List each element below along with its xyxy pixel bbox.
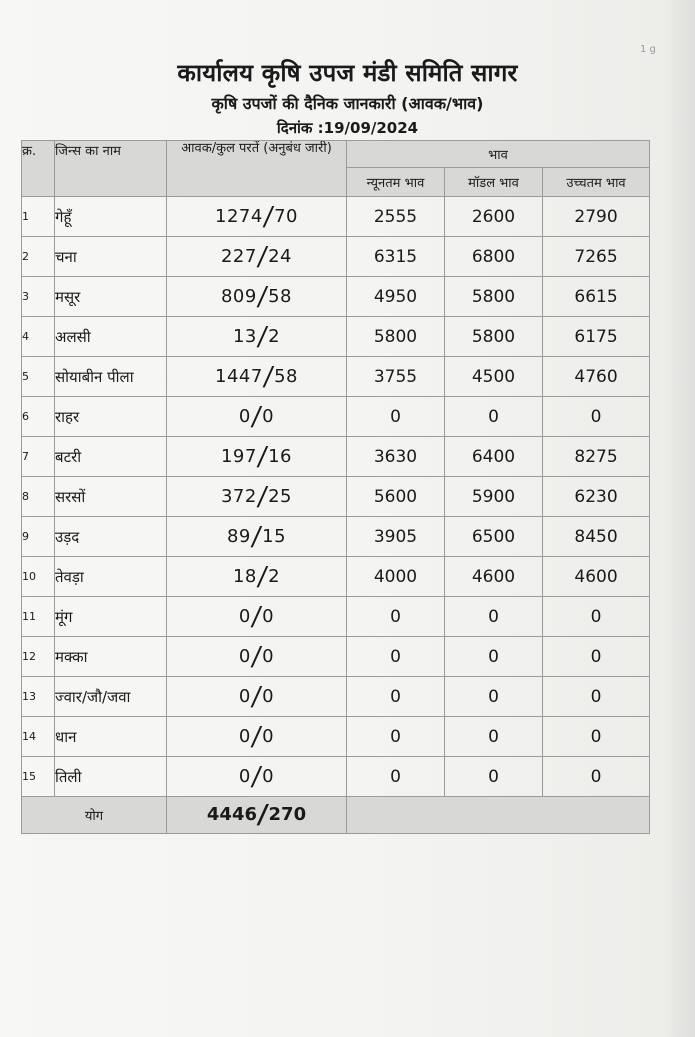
row-arrival-qty: 1447 xyxy=(215,365,263,387)
row-serial: 7 xyxy=(22,437,55,477)
row-arrival xyxy=(167,517,347,557)
row-arrival-qty: 0 xyxy=(238,645,251,667)
row-commodity-name: तेवड़ा xyxy=(55,557,167,597)
row-commodity-name: मसूर xyxy=(55,277,167,317)
row-arrival-count: 0 xyxy=(262,605,275,627)
row-arrival-count: 70 xyxy=(274,205,298,227)
row-min-rate: 4950 xyxy=(347,277,445,317)
row-arrival xyxy=(167,717,347,757)
row-min-rate: 2555 xyxy=(347,197,445,237)
row-min-rate: 0 xyxy=(347,637,445,677)
row-arrival xyxy=(167,397,347,437)
row-model-rate: 4600 xyxy=(445,557,543,597)
row-max-rate: 7265 xyxy=(543,237,650,277)
row-arrival-qty: 13 xyxy=(232,325,257,347)
row-commodity-name: अलसी xyxy=(55,317,167,357)
row-arrival xyxy=(167,437,347,477)
row-model-rate: 0 xyxy=(445,757,543,797)
row-arrival-count: 2 xyxy=(268,325,281,347)
row-arrival-count: 16 xyxy=(268,445,293,467)
row-serial: 4 xyxy=(22,317,55,357)
row-arrival-count: 0 xyxy=(262,725,275,747)
row-arrival-separator: / xyxy=(261,361,276,392)
total-arrival xyxy=(167,797,347,834)
row-min-rate: 3630 xyxy=(347,437,445,477)
row-arrival-qty: 0 xyxy=(238,765,251,787)
row-arrival-count: 0 xyxy=(262,645,275,667)
row-arrival-qty: 18 xyxy=(232,565,257,587)
row-arrival xyxy=(167,557,347,597)
row-arrival xyxy=(167,757,347,797)
row-arrival-count: 0 xyxy=(262,765,275,787)
row-arrival-count: 58 xyxy=(268,285,293,307)
total-rate-blank xyxy=(347,797,650,834)
row-commodity-name: उड़द xyxy=(55,517,167,557)
row-min-rate: 3755 xyxy=(347,357,445,397)
row-arrival-separator: / xyxy=(255,561,270,592)
row-arrival-qty: 0 xyxy=(238,405,251,427)
row-arrival-separator: / xyxy=(255,321,270,352)
row-serial: 9 xyxy=(22,517,55,557)
row-arrival xyxy=(167,677,347,717)
row-arrival xyxy=(167,637,347,677)
report-date: दिनांक :19/09/2024 xyxy=(276,119,419,137)
row-arrival-qty: 372 xyxy=(220,485,257,507)
row-arrival xyxy=(167,197,347,237)
row-serial: 15 xyxy=(22,757,55,797)
commodity-rates-table xyxy=(21,140,650,834)
row-model-rate: 5800 xyxy=(445,277,543,317)
table-row xyxy=(22,637,650,677)
total-separator: / xyxy=(255,800,270,830)
row-commodity-name: मक्का xyxy=(55,637,167,677)
header-arrival: आवक/कुल परतें (अनुबंध जारी) xyxy=(167,141,347,197)
row-model-rate: 0 xyxy=(445,397,543,437)
row-arrival-separator: / xyxy=(249,761,264,792)
total-qty: 4446 xyxy=(206,804,258,825)
row-max-rate: 8275 xyxy=(543,437,650,477)
row-model-rate: 5800 xyxy=(445,317,543,357)
office-title: कार्यालय कृषि उपज मंडी समिति सागर xyxy=(177,59,518,87)
row-arrival-separator: / xyxy=(261,201,276,232)
row-arrival-count: 24 xyxy=(268,245,293,267)
row-max-rate: 4760 xyxy=(543,357,650,397)
table-row xyxy=(22,277,650,317)
table-row xyxy=(22,677,650,717)
row-serial: 1 xyxy=(22,197,55,237)
row-serial: 11 xyxy=(22,597,55,637)
row-commodity-name: सोयाबीन पीला xyxy=(55,357,167,397)
row-arrival-separator: / xyxy=(255,441,270,472)
row-arrival-separator: / xyxy=(255,241,270,272)
row-commodity-name: धान xyxy=(55,717,167,757)
row-min-rate: 0 xyxy=(347,757,445,797)
row-commodity-name: राहर xyxy=(55,397,167,437)
row-arrival-separator: / xyxy=(255,481,270,512)
table-row xyxy=(22,557,650,597)
row-arrival-qty: 197 xyxy=(220,445,257,467)
table-row xyxy=(22,237,650,277)
row-arrival-separator: / xyxy=(255,281,270,312)
row-min-rate: 0 xyxy=(347,597,445,637)
header-min-rate: न्यूनतम भाव xyxy=(347,168,445,197)
header-model-rate: मॉडल भाव xyxy=(445,168,543,197)
total-row xyxy=(22,797,650,834)
row-model-rate: 0 xyxy=(445,597,543,637)
row-arrival xyxy=(167,317,347,357)
row-max-rate: 2790 xyxy=(543,197,650,237)
row-arrival-separator: / xyxy=(249,641,264,672)
row-arrival-separator: / xyxy=(249,601,264,632)
row-commodity-name: चना xyxy=(55,237,167,277)
row-min-rate: 5600 xyxy=(347,477,445,517)
row-model-rate: 6400 xyxy=(445,437,543,477)
row-arrival-qty: 89 xyxy=(226,525,251,547)
table-row xyxy=(22,437,650,477)
row-arrival-qty: 227 xyxy=(220,245,257,267)
table-row xyxy=(22,317,650,357)
total-count: 270 xyxy=(268,804,307,825)
row-arrival-qty: 0 xyxy=(238,685,251,707)
row-arrival xyxy=(167,477,347,517)
row-serial: 5 xyxy=(22,357,55,397)
row-arrival-qty: 809 xyxy=(220,285,257,307)
row-arrival-count: 2 xyxy=(268,565,281,587)
table-body xyxy=(22,197,650,834)
row-max-rate: 0 xyxy=(543,597,650,637)
row-serial: 13 xyxy=(22,677,55,717)
row-model-rate: 0 xyxy=(445,677,543,717)
row-arrival-qty: 0 xyxy=(238,605,251,627)
row-commodity-name: सरसों xyxy=(55,477,167,517)
row-arrival-separator: / xyxy=(249,721,264,752)
row-arrival xyxy=(167,597,347,637)
corner-mark: 1 g xyxy=(640,44,656,55)
row-arrival xyxy=(167,237,347,277)
row-arrival-qty: 1274 xyxy=(215,205,263,227)
row-arrival-separator: / xyxy=(249,401,264,432)
row-arrival-count: 58 xyxy=(274,365,298,387)
row-min-rate: 6315 xyxy=(347,237,445,277)
row-max-rate: 0 xyxy=(543,757,650,797)
row-model-rate: 4500 xyxy=(445,357,543,397)
paper-edge-shadow xyxy=(663,0,695,1037)
row-commodity-name: मूंग xyxy=(55,597,167,637)
row-serial: 3 xyxy=(22,277,55,317)
row-min-rate: 3905 xyxy=(347,517,445,557)
row-min-rate: 5800 xyxy=(347,317,445,357)
row-commodity-name: तिली xyxy=(55,757,167,797)
row-arrival-separator: / xyxy=(249,681,264,712)
row-model-rate: 6500 xyxy=(445,517,543,557)
row-min-rate: 0 xyxy=(347,677,445,717)
row-max-rate: 6230 xyxy=(543,477,650,517)
table-row xyxy=(22,477,650,517)
row-commodity-name: ज्वार/जौ/जवा xyxy=(55,677,167,717)
row-min-rate: 0 xyxy=(347,717,445,757)
total-label: योग xyxy=(22,797,167,834)
row-max-rate: 8450 xyxy=(543,517,650,557)
row-model-rate: 6800 xyxy=(445,237,543,277)
header-max-rate: उच्चतम भाव xyxy=(543,168,650,197)
table-row xyxy=(22,357,650,397)
row-arrival-count: 0 xyxy=(262,685,275,707)
row-max-rate: 0 xyxy=(543,397,650,437)
row-arrival-qty: 0 xyxy=(238,725,251,747)
row-min-rate: 4000 xyxy=(347,557,445,597)
row-commodity-name: बटरी xyxy=(55,437,167,477)
row-serial: 8 xyxy=(22,477,55,517)
row-min-rate: 0 xyxy=(347,397,445,437)
row-max-rate: 6615 xyxy=(543,277,650,317)
header-rate-group: भाव xyxy=(347,141,650,168)
header-commodity-name: जिन्स का नाम xyxy=(55,141,167,197)
row-arrival xyxy=(167,277,347,317)
row-max-rate: 0 xyxy=(543,717,650,757)
table-row xyxy=(22,517,650,557)
row-arrival xyxy=(167,357,347,397)
report-subtitle: कृषि उपजों की दैनिक जानकारी (आवक/भाव) xyxy=(211,94,484,113)
table-row xyxy=(22,397,650,437)
table-row xyxy=(22,597,650,637)
row-arrival-separator: / xyxy=(249,521,264,552)
row-serial: 14 xyxy=(22,717,55,757)
row-arrival-count: 25 xyxy=(268,485,293,507)
row-arrival-count: 15 xyxy=(262,525,287,547)
row-max-rate: 0 xyxy=(543,637,650,677)
row-max-rate: 0 xyxy=(543,677,650,717)
row-arrival-count: 0 xyxy=(262,405,275,427)
row-serial: 6 xyxy=(22,397,55,437)
table-row xyxy=(22,197,650,237)
table-row xyxy=(22,757,650,797)
row-max-rate: 6175 xyxy=(543,317,650,357)
header-serial: क्र. xyxy=(22,141,55,197)
row-commodity-name: गेहूँ xyxy=(55,197,167,237)
row-serial: 10 xyxy=(22,557,55,597)
row-serial: 2 xyxy=(22,237,55,277)
row-serial: 12 xyxy=(22,637,55,677)
row-model-rate: 0 xyxy=(445,717,543,757)
row-model-rate: 5900 xyxy=(445,477,543,517)
table-row xyxy=(22,717,650,757)
row-max-rate: 4600 xyxy=(543,557,650,597)
row-model-rate: 2600 xyxy=(445,197,543,237)
row-model-rate: 0 xyxy=(445,637,543,677)
